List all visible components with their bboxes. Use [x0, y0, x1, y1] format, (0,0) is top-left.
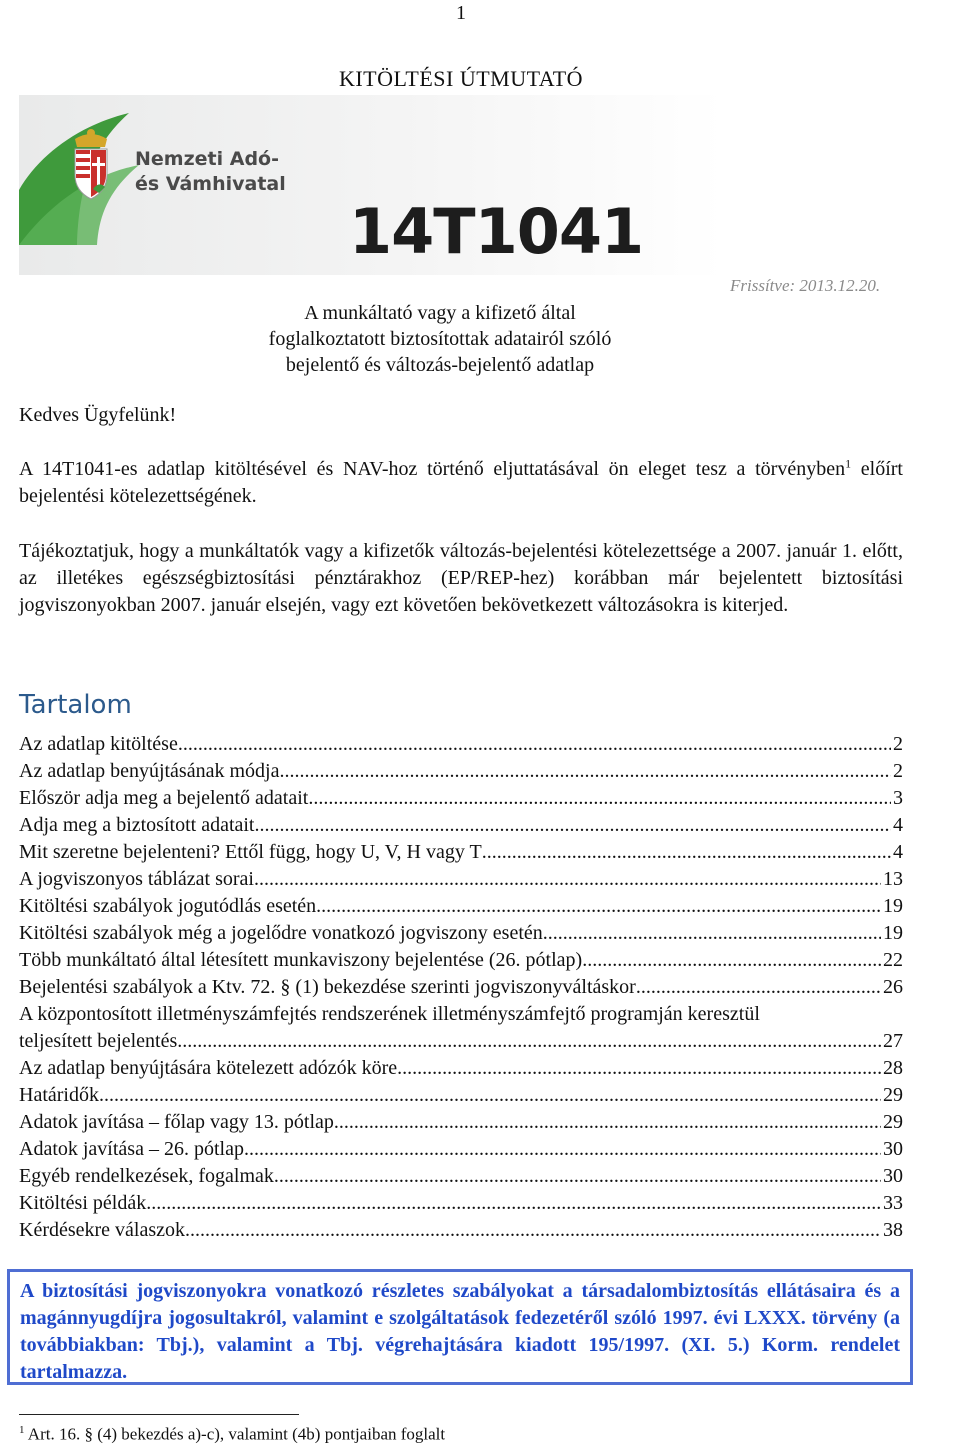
toc-entry-page: 29 [883, 1111, 903, 1133]
footnote-text: Art. 16. § (4) bekezdés a)-c), valamint (4b) pontjaiban foglalt [24, 1424, 446, 1444]
toc-entry-title: Először adja meg a bejelentő adatait [19, 787, 309, 809]
toc-entry-page: 3 [893, 787, 903, 809]
toc-entry[interactable] [19, 1163, 903, 1190]
toc-entry[interactable] [19, 920, 903, 947]
toc-entry-title: Kérdésekre válaszok [19, 1219, 186, 1241]
toc-entry-title: Az adatlap benyújtásának módja [19, 760, 280, 782]
toc-entry[interactable] [19, 731, 903, 758]
toc-entry-page: 22 [883, 949, 903, 971]
toc-leader-dots [146, 1190, 881, 1217]
toc-entry-title: Az adatlap benyújtására kötelezett adózók köre [19, 1057, 398, 1079]
toc-entry[interactable] [19, 893, 903, 920]
toc-leader-dots [99, 1082, 881, 1109]
form-subtitle-line3: bejelentő és változás-bejelentő adatlap [285, 354, 595, 376]
toc-entry-title: Kitöltési példák [19, 1192, 147, 1214]
intro-text: A 14T1041-es adatlap kitöltésével és NAV-hoz történő eljuttatásával ön eleget tesz a törvényben [19, 458, 846, 480]
toc-entry[interactable] [19, 1136, 903, 1163]
toc-leader-dots [543, 920, 881, 947]
org-name-line2: és Vámhivatal [135, 173, 286, 195]
toc-leader-dots [316, 893, 881, 920]
form-subtitle-line2: foglalkoztatott biztosítottak adatairól szóló [268, 328, 612, 350]
toc-entry-page: 29 [883, 1084, 903, 1106]
toc-entry-page: 13 [883, 868, 903, 890]
toc-leader-dots [582, 947, 881, 974]
toc-entry[interactable] [19, 1217, 903, 1244]
toc-leader-dots [397, 1055, 881, 1082]
toc-entry-page: 2 [893, 733, 903, 755]
form-subtitle [240, 300, 640, 378]
toc-entry[interactable] [19, 1055, 903, 1082]
toc-entry[interactable] [19, 974, 903, 1001]
legal-notice-text: A biztosítási jogviszonyokra vonatkozó részletes szabályokat a társadalombiztosítás ellátásaira és a magánnyugdíjra jogosultakról, valamint e szolgáltatások fedezetéről szóló 1997. évi LXXX. törvény (a továbbiakban: Tbj.), valamint a Tbj. végrehajtására kiadott 195/1997. (XI. 5.) Korm. rendelet tartalmazza. [20, 1280, 900, 1383]
toc-entry-page: 4 [893, 814, 903, 836]
toc-entry-page: 33 [883, 1192, 903, 1214]
toc-leader-dots [279, 758, 891, 785]
legal-notice-box [7, 1269, 913, 1385]
toc-entry-title: Adja meg a biztosított adatait [19, 814, 255, 836]
toc-entry[interactable] [19, 785, 903, 812]
toc-entry-page: 28 [883, 1057, 903, 1079]
document-title: KITÖLTÉSI ÚTMUTATÓ [338, 66, 584, 91]
footnote-reference[interactable]: 1 [845, 456, 852, 471]
toc-entry-title: Adatok javítása – 26. pótlap [19, 1138, 244, 1160]
intro-paragraph [19, 456, 903, 510]
nav-banner [19, 95, 959, 275]
form-subtitle-line1: A munkáltató vagy a kifizető által [304, 302, 576, 324]
toc-entry[interactable] [19, 947, 903, 974]
org-name-line1: Nemzeti Adó- [135, 148, 279, 170]
page-number: 1 [456, 2, 466, 24]
toc-entry-title: Több munkáltató által létesített munkaviszony bejelentése (26. pótlap) [19, 949, 583, 971]
toc-entry-title: Egyéb rendelkezések, fogalmak [19, 1165, 274, 1187]
toc-entry-title: Kitöltési szabályok még a jogelődre vonatkozó jogviszony esetén [19, 922, 543, 944]
toc-leader-dots [308, 785, 891, 812]
toc-leader-dots [274, 1163, 881, 1190]
toc-heading: Tartalom [19, 690, 132, 720]
toc-entry-title: Bejelentési szabályok a Ktv. 72. § (1) bekezdése szerinti jogviszonyváltáskor [19, 976, 636, 998]
notice-paragraph: Tájékoztatjuk, hogy a munkáltatók vagy a kifizetők változás-bejelentési kötelezettsége a 2007. január 1. előtt, az illetékes egészségbiztosítási pénztárakhoz (EP/REP-hez) korábban már bejelentett biztosítási jogviszonyokban 2007. január elsején, vagy ezt követően bekövetkezett változásokra is kiterjed. [19, 540, 903, 616]
toc-entry-page: 19 [883, 895, 903, 917]
table-of-contents [19, 731, 903, 1244]
toc-entry-title: A jogviszonyos táblázat sorai [19, 868, 254, 890]
toc-entry-title: Határidők [19, 1084, 99, 1106]
toc-entry-page: 2 [893, 760, 903, 782]
org-name [135, 147, 315, 197]
toc-entry[interactable] [19, 1190, 903, 1217]
greeting: Kedves Ügyfelünk! [19, 404, 177, 426]
toc-leader-dots [254, 866, 881, 893]
toc-entry[interactable] [19, 839, 903, 866]
toc-entry-title-line2: teljesített bejelentés [19, 1030, 178, 1052]
toc-entry-page: 38 [883, 1219, 903, 1241]
toc-leader-dots [177, 1028, 881, 1055]
toc-entry-page: 30 [883, 1165, 903, 1187]
toc-entry-page: 27 [883, 1030, 903, 1052]
toc-entry-title: Kitöltési szabályok jogutódlás esetén [19, 895, 317, 917]
toc-entry-page: 19 [883, 922, 903, 944]
toc-leader-dots [482, 839, 891, 866]
toc-leader-dots [178, 731, 891, 758]
toc-leader-dots [636, 974, 881, 1001]
toc-leader-dots [185, 1217, 881, 1244]
footnote-divider [19, 1414, 299, 1415]
footnote-number: 1 [19, 1424, 25, 1436]
toc-entry-page: 26 [883, 976, 903, 998]
form-code: 14T1041 [349, 195, 644, 268]
footnote [19, 1424, 445, 1445]
toc-entry[interactable] [19, 1001, 903, 1055]
toc-entry-title: Adatok javítása – főlap vagy 13. pótlap [19, 1111, 334, 1133]
toc-entry-title: Mit szeretne bejelenteni? Ettől függ, hogy U, V, H vagy T [19, 841, 482, 863]
toc-leader-dots [255, 812, 892, 839]
toc-entry[interactable] [19, 758, 903, 785]
toc-entry[interactable] [19, 866, 903, 893]
toc-entry[interactable] [19, 1082, 903, 1109]
intro-text-end: előírt bejelentési kötelezettségének. [19, 458, 903, 507]
toc-entry-title: Az adatlap kitöltése [19, 733, 178, 755]
toc-leader-dots [244, 1136, 881, 1163]
toc-entry[interactable] [19, 812, 903, 839]
coat-of-arms-icon [75, 129, 107, 199]
toc-entry-page: 4 [893, 841, 903, 863]
toc-entry-page: 30 [883, 1138, 903, 1160]
toc-entry[interactable] [19, 1109, 903, 1136]
toc-leader-dots [334, 1109, 881, 1136]
toc-entry-title-line1: A központosított illetményszámfejtés rendszerének illetményszámfejtő programján keresztül [19, 1003, 760, 1025]
updated-date: Frissítve: 2013.12.20. [730, 276, 881, 295]
